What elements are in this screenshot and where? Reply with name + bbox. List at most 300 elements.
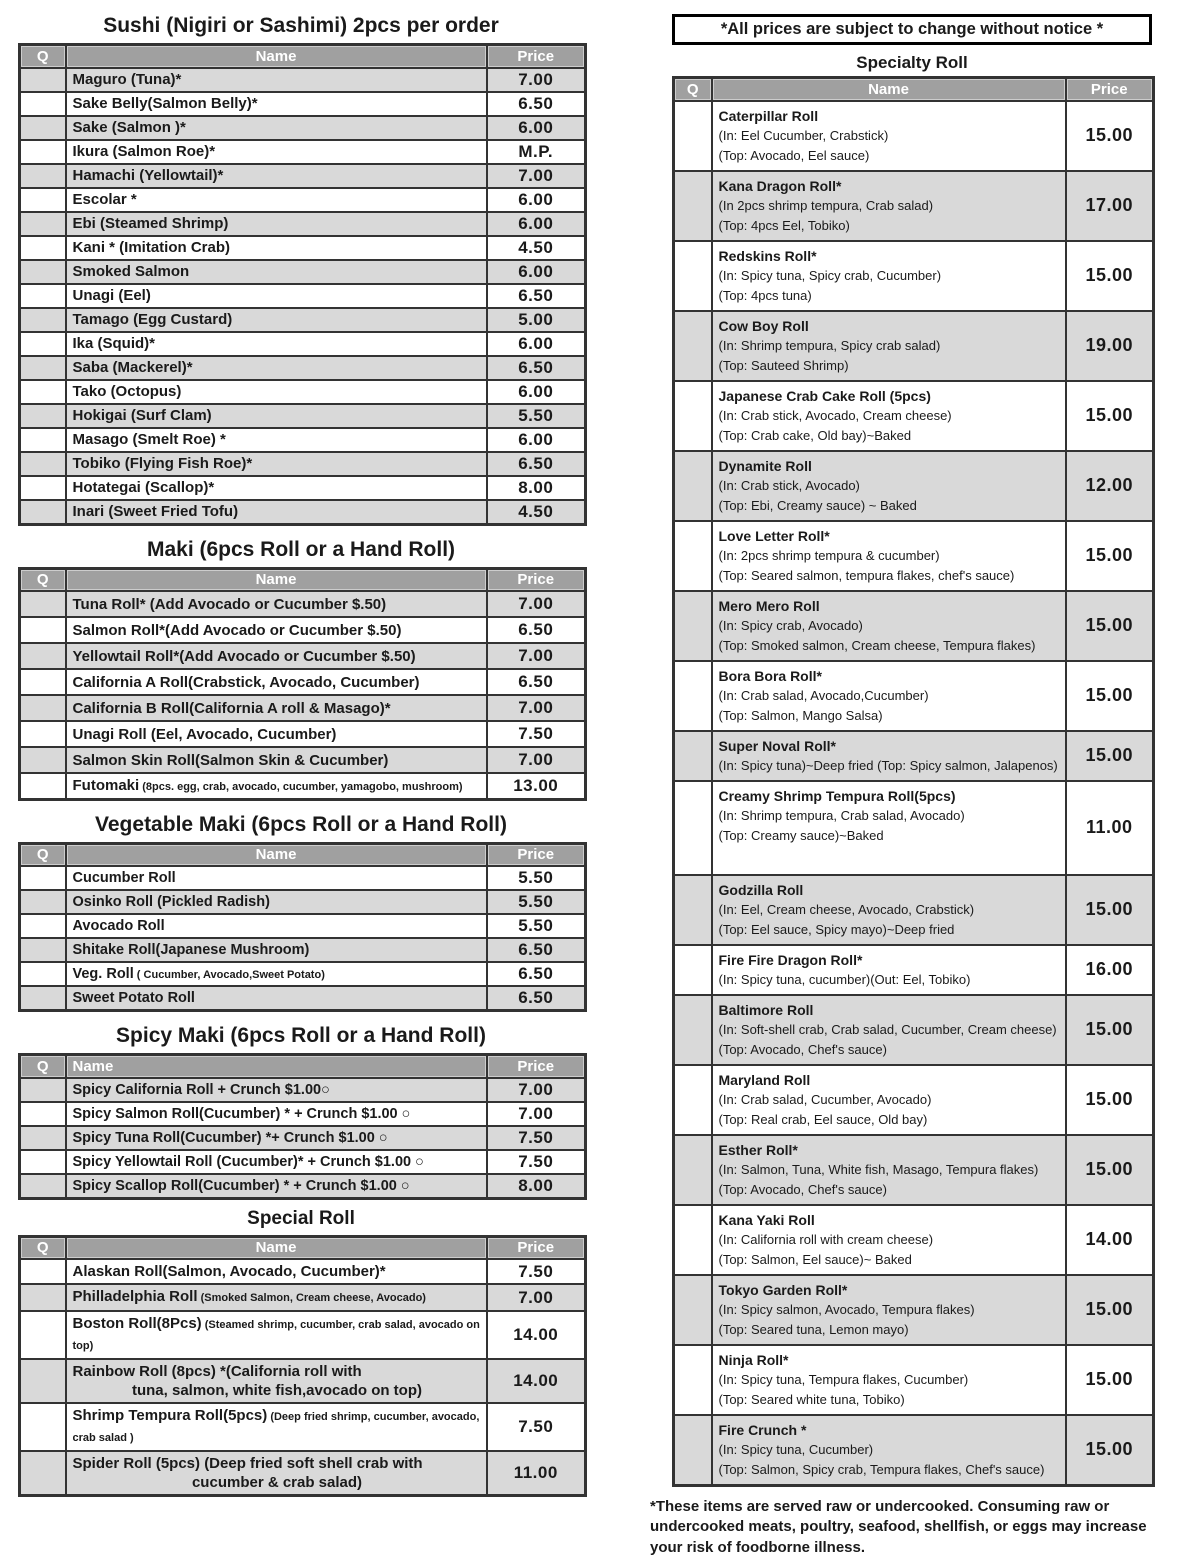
menu-item-row [20, 914, 586, 938]
menu-item-row [674, 661, 1154, 731]
menu-item-row [20, 866, 586, 890]
item-ingredients: (Top: Crab cake, Old bay)~Baked [718, 427, 912, 443]
menu-section [18, 813, 584, 1013]
item-name-text: Veg. Roll [72, 966, 134, 982]
item-name-text: Spicy California Roll + Crunch $1.00○ [72, 1081, 330, 1098]
price-header: Price [1066, 78, 1154, 101]
item-ingredients: (In: Crab salad, Cucumber, Avocado) [718, 1091, 932, 1107]
item-price: 6.50 [487, 284, 586, 308]
menu-item-row [674, 1275, 1154, 1345]
qty-header: Q [20, 843, 66, 866]
item-name [66, 617, 487, 643]
qty-cell [674, 101, 712, 171]
section-title: Special Roll [247, 1207, 355, 1229]
item-name-text: Spicy Scallop Roll(Cucumber) * + Crunch $1.00 ○ [72, 1177, 410, 1194]
item-name-text: Inari (Sweet Fried Tofu) [72, 503, 239, 520]
item-name [66, 1259, 487, 1284]
item-name [66, 236, 487, 260]
item-price: 6.00 [487, 260, 586, 284]
item-name-text: Caterpillar Roll [718, 107, 819, 124]
menu-item-row [20, 284, 586, 308]
item-name-text: Maryland Roll [718, 1071, 811, 1088]
item-ingredients: (In: Spicy tuna, cucumber)(Out: Eel, Tobiko) [718, 971, 971, 987]
item-price: 16.00 [1066, 945, 1154, 995]
qty-cell [20, 914, 66, 938]
item-name [712, 1415, 1066, 1486]
item-name-text: Masago (Smelt Roe) * [72, 431, 226, 448]
item-ingredients: (In: Spicy tuna, Tempura flakes, Cucumber) [718, 1371, 969, 1387]
qty-cell [20, 92, 66, 116]
qty-cell [20, 643, 66, 669]
item-name [66, 140, 487, 164]
header-row [20, 1055, 586, 1078]
menu-table [672, 76, 1155, 1487]
item-name [712, 591, 1066, 661]
qty-cell [674, 1135, 712, 1205]
item-price: 4.50 [487, 236, 586, 260]
item-name [66, 92, 487, 116]
item-price: 7.00 [487, 643, 586, 669]
menu-table [18, 842, 587, 1013]
header-row [20, 843, 586, 866]
menu-item-row [20, 721, 586, 747]
item-name [66, 188, 487, 212]
item-name [712, 781, 1066, 875]
item-name-text: Maguro (Tuna)* [72, 71, 182, 88]
menu-item-row [20, 188, 586, 212]
qty-cell [20, 236, 66, 260]
item-price: 6.50 [487, 938, 586, 962]
item-name-text: Mero Mero Roll [718, 597, 820, 614]
item-name-text: California A Roll(Crabstick, Avocado, Cucumber) [72, 673, 420, 691]
item-name-text: Cow Boy Roll [718, 317, 809, 334]
menu-item-row [674, 1065, 1154, 1135]
menu-table [18, 1235, 587, 1498]
section-title: Sushi (Nigiri or Sashimi) 2pcs per order [103, 14, 499, 37]
item-name-text: Philladelphia Roll [72, 1288, 198, 1305]
item-ingredients: (Top: Salmon, Mango Salsa) [718, 707, 883, 723]
item-name-text: Hokigai (Surf Clam) [72, 407, 212, 424]
item-price: 11.00 [487, 1451, 586, 1496]
qty-header: Q [20, 45, 66, 68]
item-name [712, 945, 1066, 995]
menu-item-row [20, 1311, 586, 1359]
item-price: 7.50 [487, 721, 586, 747]
menu-item-row [20, 1078, 586, 1102]
item-name [66, 866, 487, 890]
menu-item-row [674, 171, 1154, 241]
item-price: 15.00 [1066, 1275, 1154, 1345]
item-ingredients: (Top: Real crab, Eel sauce, Old bay) [718, 1111, 928, 1127]
menu-table [18, 1053, 587, 1200]
item-price: 15.00 [1066, 661, 1154, 731]
qty-header: Q [20, 1055, 66, 1078]
item-name-text: Hamachi (Yellowtail)* [72, 167, 224, 184]
item-price: 7.00 [487, 68, 586, 92]
item-name-text: Smoked Salmon [72, 263, 190, 280]
item-ingredients: (In: Shrimp tempura, Spicy crab salad) [718, 337, 941, 353]
item-name [66, 890, 487, 914]
item-name-text: California B Roll(California A roll & Masago)* [72, 699, 391, 717]
item-name-text: Avocado Roll [72, 918, 165, 934]
item-name-text: Salmon Skin Roll(Salmon Skin & Cucumber) [72, 751, 389, 769]
item-price: 6.50 [487, 452, 586, 476]
qty-cell [674, 241, 712, 311]
item-price: 6.50 [487, 669, 586, 695]
item-ingredients: (In: California roll with cream cheese) [718, 1231, 934, 1247]
item-name-text: Unagi Roll (Eel, Avocado, Cucumber) [72, 725, 337, 743]
qty-cell [20, 164, 66, 188]
item-name [66, 260, 487, 284]
item-name [66, 500, 487, 525]
qty-cell [20, 68, 66, 92]
qty-cell [20, 380, 66, 404]
item-ingredients: (In: Eel, Cream cheese, Avocado, Crabstick) [718, 901, 975, 917]
qty-cell [20, 356, 66, 380]
item-name [712, 1345, 1066, 1415]
header-row [20, 1236, 586, 1259]
menu-item-row [674, 1135, 1154, 1205]
item-price: 7.00 [487, 1078, 586, 1102]
item-price: 4.50 [487, 500, 586, 525]
item-detail: ( Cucumber, Avocado,Sweet Potato) [133, 969, 325, 981]
item-price: 6.00 [487, 332, 586, 356]
qty-cell [20, 332, 66, 356]
qty-cell [674, 1205, 712, 1275]
item-name-text: Spider Roll (5pcs) (Deep fried soft shell crab with [72, 1455, 423, 1472]
item-name [66, 643, 487, 669]
item-name-text: Redskins Roll* [718, 247, 817, 264]
qty-cell [20, 1078, 66, 1102]
item-price: 15.00 [1066, 1135, 1154, 1205]
item-name [712, 101, 1066, 171]
price-change-notice: *All prices are subject to change without notice * [672, 14, 1152, 45]
item-ingredients: (Top: Salmon, Eel sauce)~ Baked [718, 1251, 912, 1267]
item-ingredients: (In: Crab salad, Avocado,Cucumber) [718, 687, 929, 703]
menu-section [18, 14, 584, 526]
item-ingredients: (In: Crab stick, Avocado) [718, 477, 860, 493]
menu-item-row [674, 1205, 1154, 1275]
item-name [66, 747, 487, 773]
item-name [66, 452, 487, 476]
menu-item-row [674, 451, 1154, 521]
item-price: 13.00 [487, 773, 586, 799]
qty-cell [20, 140, 66, 164]
specialty-roll-area [672, 53, 1152, 1487]
item-ingredients: (In: Salmon, Tuna, White fish, Masago, Tempura flakes)(Top: Avocado, Chef's sauce) [718, 1161, 1039, 1197]
qty-cell [674, 995, 712, 1065]
qty-cell [674, 1345, 712, 1415]
item-price: 15.00 [1066, 591, 1154, 661]
menu-item-row [20, 140, 586, 164]
header-row [674, 78, 1154, 101]
item-price: 7.00 [487, 164, 586, 188]
price-header: Price [487, 1055, 586, 1078]
item-name-line2: tuna, salmon, white fish,avocado on top) [131, 1382, 423, 1399]
item-name [66, 1174, 487, 1199]
qty-cell [674, 591, 712, 661]
qty-cell [20, 1284, 66, 1311]
item-price: 15.00 [1066, 381, 1154, 451]
item-name [66, 332, 487, 356]
menu-item-row [20, 1150, 586, 1174]
item-name [66, 591, 487, 617]
item-name-text: Rainbow Roll (8pcs) *(California roll with [72, 1363, 362, 1380]
qty-cell [20, 1403, 66, 1451]
item-name [66, 404, 487, 428]
menu-item-row [674, 381, 1154, 451]
qty-cell [20, 308, 66, 332]
item-price: 7.00 [487, 695, 586, 721]
item-price: 6.00 [487, 188, 586, 212]
menu-item-row [674, 731, 1154, 781]
item-name [66, 721, 487, 747]
item-name-text: Sweet Potato Roll [72, 990, 195, 1006]
section-title: Vegetable Maki (6pcs Roll or a Hand Roll) [95, 812, 507, 836]
item-price: 5.50 [487, 866, 586, 890]
qty-cell [20, 1451, 66, 1496]
item-price: 8.00 [487, 1174, 586, 1199]
item-name-text: Tako (Octopus) [72, 383, 182, 400]
item-price: 6.50 [487, 356, 586, 380]
menu-item-row [674, 311, 1154, 381]
menu-item-row [20, 476, 586, 500]
name-header: Name [66, 45, 487, 68]
menu-item-row [20, 92, 586, 116]
item-name [66, 914, 487, 938]
item-price: 11.00 [1066, 781, 1154, 875]
menu-item-row [20, 308, 586, 332]
qty-cell [20, 476, 66, 500]
item-name-text: Baltimore Roll [718, 1001, 814, 1018]
qty-cell [20, 890, 66, 914]
menu-item-row [20, 260, 586, 284]
item-ingredients: (In: Spicy tuna, Spicy crab, Cucumber) [718, 267, 942, 283]
qty-header: Q [20, 1236, 66, 1259]
item-name-text: Dynamite Roll [718, 457, 812, 474]
menu-item-row [20, 212, 586, 236]
item-ingredients: (In: Spicy crab, Avocado) [718, 617, 863, 633]
right-column [650, 12, 1152, 1559]
item-ingredients: (In: Crab stick, Avocado, Cream cheese) [718, 407, 952, 423]
qty-cell [20, 1126, 66, 1150]
item-name [712, 381, 1066, 451]
qty-cell [674, 451, 712, 521]
item-ingredients: (Top: Seared salmon, tempura flakes, chef's sauce) [718, 567, 1015, 583]
qty-cell [20, 116, 66, 140]
item-name [712, 661, 1066, 731]
qty-cell [674, 1275, 712, 1345]
item-name [66, 695, 487, 721]
item-name [712, 311, 1066, 381]
item-price: M.P. [487, 140, 586, 164]
menu-item-row [20, 1102, 586, 1126]
item-name-text: Hotategai (Scallop)* [72, 479, 215, 496]
item-ingredients: (Top: Ebi, Creamy sauce) ~ Baked [718, 497, 917, 513]
item-name [66, 1102, 487, 1126]
item-name-text: Shrimp Tempura Roll(5pcs) [72, 1407, 268, 1424]
menu-section [18, 1208, 584, 1498]
qty-cell [674, 875, 712, 945]
item-name-text: Bora Bora Roll* [718, 667, 822, 684]
qty-cell [20, 188, 66, 212]
item-name [712, 875, 1066, 945]
item-name-text: Unagi (Eel) [72, 287, 151, 304]
menu-item-row [20, 890, 586, 914]
item-price: 15.00 [1066, 241, 1154, 311]
item-price: 7.50 [487, 1126, 586, 1150]
menu-table [18, 567, 587, 801]
item-price: 15.00 [1066, 995, 1154, 1065]
item-name [66, 1359, 487, 1403]
item-name-line2: cucumber & crab salad) [191, 1474, 363, 1491]
item-name [66, 1403, 487, 1451]
item-name [712, 995, 1066, 1065]
item-name-text: Sake (Salmon )* [72, 119, 186, 136]
item-ingredients: (In: Spicy tuna)~Deep fried (Top: Spicy salmon, Jalapenos) [718, 757, 1058, 773]
qty-cell [674, 1065, 712, 1135]
item-name-text: Osinko Roll (Pickled Radish) [72, 894, 270, 910]
menu-item-row [20, 404, 586, 428]
item-price: 19.00 [1066, 311, 1154, 381]
menu-item-row [20, 747, 586, 773]
item-ingredients: (In: 2pcs shrimp tempura & cucumber) [718, 547, 940, 563]
item-price: 17.00 [1066, 171, 1154, 241]
item-price: 5.50 [487, 890, 586, 914]
item-name [66, 212, 487, 236]
item-name-text: Saba (Mackerel)* [72, 359, 193, 376]
item-name [712, 1065, 1066, 1135]
item-ingredients: (Top: Salmon, Spicy crab, Tempura flakes, Chef's sauce) [718, 1461, 1045, 1477]
item-price: 6.50 [487, 962, 586, 986]
item-ingredients: (Top: Seared tuna, Lemon mayo) [718, 1321, 909, 1337]
menu-item-row [20, 1403, 586, 1451]
item-price: 6.00 [487, 428, 586, 452]
qty-cell [674, 521, 712, 591]
qty-cell [20, 1174, 66, 1199]
qty-cell [674, 381, 712, 451]
item-name-text: Tamago (Egg Custard) [72, 311, 233, 328]
qty-cell [674, 661, 712, 731]
raw-food-disclaimer: *These items are served raw or undercooked. Consuming raw or undercooked meats, poultry, seafood, shellfish, or eggs may increase your risk of foodborne illness. [650, 1497, 1147, 1556]
name-header: Name [66, 568, 487, 591]
item-price: 6.50 [487, 617, 586, 643]
item-name [66, 1150, 487, 1174]
price-header: Price [487, 45, 586, 68]
item-name-text: Tuna Roll* (Add Avocado or Cucumber $.50) [72, 595, 387, 613]
item-detail: (Steamed shrimp, cucumber, crab salad, avocado on top) [72, 1319, 480, 1352]
item-ingredients: (In: Soft-shell crab, Crab salad, Cucumber, Cream cheese) [718, 1021, 1057, 1037]
menu-item-row [20, 452, 586, 476]
qty-cell [20, 500, 66, 525]
item-price: 7.00 [487, 747, 586, 773]
item-ingredients: (Top: Sauteed Shrimp) [718, 357, 849, 373]
qty-cell [20, 404, 66, 428]
item-price: 5.00 [487, 308, 586, 332]
item-ingredients: (Top: Smoked salmon, Cream cheese, Tempura flakes) [718, 637, 1036, 653]
item-name-text: Spicy Tuna Roll(Cucumber) *+ Crunch $1.00 ○ [72, 1129, 388, 1146]
qty-cell [20, 452, 66, 476]
item-price: 8.00 [487, 476, 586, 500]
qty-cell [20, 617, 66, 643]
qty-cell [20, 1311, 66, 1359]
qty-cell [674, 1415, 712, 1486]
item-price: 15.00 [1066, 1345, 1154, 1415]
section-title: Specialty Roll [856, 53, 968, 72]
item-detail: (8pcs. egg, crab, avocado, cucumber, yamagobo, mushroom) [139, 781, 463, 794]
item-name-text: Cucumber Roll [72, 870, 176, 886]
menu-item-row [20, 500, 586, 525]
item-price: 5.50 [487, 914, 586, 938]
item-name [66, 1284, 487, 1311]
section-title: Maki (6pcs Roll or a Hand Roll) [146, 537, 456, 561]
item-name-text: Salmon Roll*(Add Avocado or Cucumber $.50) [72, 621, 402, 639]
item-name-text: Ika (Squid)* [72, 335, 156, 352]
item-price: 15.00 [1066, 875, 1154, 945]
qty-header: Q [20, 568, 66, 591]
price-header: Price [487, 1236, 586, 1259]
menu-item-row [20, 164, 586, 188]
item-name-text: Shitake Roll(Japanese Mushroom) [72, 942, 310, 958]
qty-cell [674, 945, 712, 995]
item-name [66, 669, 487, 695]
item-ingredients: (In: Eel Cucumber, Crabstick) [718, 127, 889, 143]
menu-item-row [674, 241, 1154, 311]
item-name-text: Kani * (Imitation Crab) [72, 239, 231, 256]
item-price: 6.50 [487, 92, 586, 116]
menu-item-row [20, 68, 586, 92]
item-price: 14.00 [487, 1359, 586, 1403]
item-detail: (Smoked Salmon, Cream cheese, Avocado) [197, 1292, 426, 1304]
item-price: 14.00 [1066, 1205, 1154, 1275]
menu-item-row [674, 591, 1154, 661]
item-name-text: Fire Crunch * [718, 1421, 807, 1438]
item-price: 15.00 [1066, 731, 1154, 781]
item-ingredients: (Top: Avocado, Chef's sauce) [718, 1041, 887, 1057]
item-name [66, 428, 487, 452]
name-header: Name [66, 843, 487, 866]
price-header: Price [487, 843, 586, 866]
item-name-text: Spicy Yellowtail Roll (Cucumber)* + Crunch $1.00 ○ [72, 1153, 424, 1170]
qty-cell [20, 695, 66, 721]
qty-cell [20, 669, 66, 695]
section-title: Spicy Maki (6pcs Roll or a Hand Roll) [116, 1024, 486, 1047]
item-ingredients: (Top: 4pcs tuna) [718, 287, 812, 303]
menu-item-row [674, 1345, 1154, 1415]
qty-cell [20, 773, 66, 799]
qty-cell [674, 171, 712, 241]
item-name [66, 1311, 487, 1359]
menu-item-row [20, 773, 586, 799]
menu-item-row [20, 643, 586, 669]
item-price: 7.50 [487, 1150, 586, 1174]
item-price: 7.50 [487, 1259, 586, 1284]
menu-item-row [20, 332, 586, 356]
item-name [712, 451, 1066, 521]
item-name [712, 1135, 1066, 1205]
item-name [712, 521, 1066, 591]
item-price: 6.00 [487, 212, 586, 236]
item-name [66, 164, 487, 188]
header-row [20, 568, 586, 591]
qty-header: Q [674, 78, 712, 101]
item-name [66, 476, 487, 500]
item-ingredients: (In: Shrimp tempura, Crab salad, Avocado) [718, 807, 965, 823]
menu-item-row [20, 356, 586, 380]
item-ingredients: (Top: Eel sauce, Spicy mayo)~Deep fried [718, 921, 955, 937]
item-name [66, 116, 487, 140]
item-name-text: Alaskan Roll(Salmon, Avocado, Cucumber)* [72, 1263, 386, 1280]
